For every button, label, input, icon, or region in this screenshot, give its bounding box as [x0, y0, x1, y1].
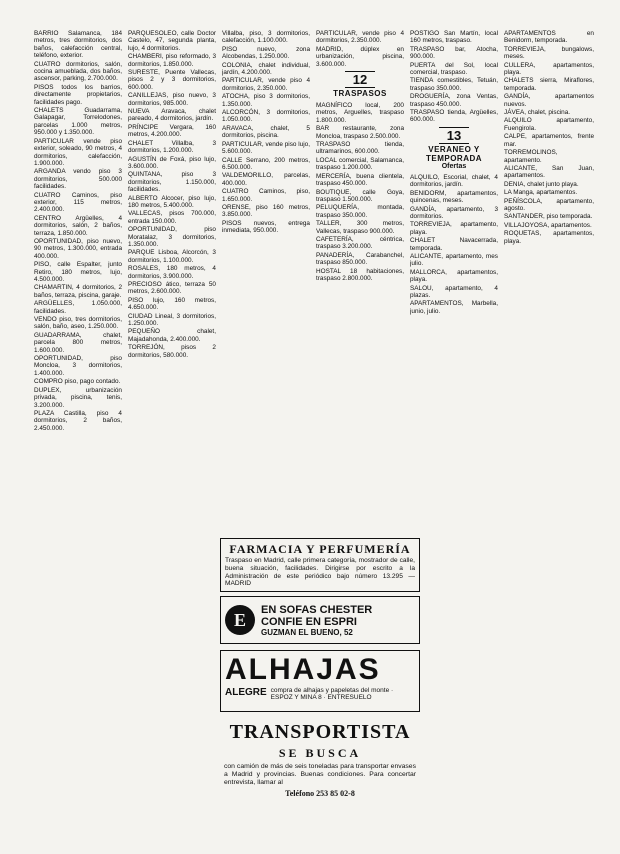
- classified-ad: OPORTUNIDAD, piso nuevo, 90 metros, 1.300.000, entrada 400.000.: [34, 237, 122, 260]
- classified-ad: DENIA, chalet junto playa.: [504, 180, 579, 188]
- classified-ad: PEÑÍSCOLA, apartamento, agosto.: [504, 197, 594, 212]
- classified-ad: MADRID, dúplex en urbanización, piscina, 3.600.000.: [316, 45, 404, 68]
- classified-ad: HOSTAL 18 habitaciones, traspaso 2.800.000.: [316, 267, 404, 282]
- classified-ad: CHALET Villalba, 3 dormitorios, 1.200.000.: [128, 139, 216, 155]
- newspaper-page: [34, 30, 594, 838]
- classified-ad: PANADERÍA, Carabanchel, traspaso 850.000.: [316, 251, 404, 267]
- classified-ad: NUEVA Aravaca, chalet pareado, 4 dormitorios, jardín.: [128, 108, 216, 123]
- classified-ad: APARTAMENTOS, Marbella, junio, julio.: [410, 300, 498, 315]
- column-5: [410, 30, 498, 838]
- classified-ad: VALDEMORILLO, parcelas, 400.000.: [222, 172, 310, 187]
- farmacia-ad: [220, 538, 420, 592]
- classified-ad: CENTRO Argüelles, 4 dormitorios, salón, 2 baños, terraza, 1.850.000.: [34, 214, 122, 237]
- classified-ad: TORREVIEJA, apartamento, playa.: [410, 221, 498, 236]
- transportista-ad: [220, 718, 420, 832]
- classified-ad: MALLORCA, apartamentos, playa.: [410, 268, 498, 284]
- classified-ad: ALQUILO apartamento, Fuengirola.: [504, 117, 594, 132]
- column-2: [128, 30, 216, 838]
- classified-ad: ARGÜELLES, 1.050.000, facilidades.: [34, 300, 122, 315]
- classified-ad: PEQUEÑO chalet, Majadahonda, 2.400.000.: [128, 328, 216, 343]
- section-header-traspasos: [316, 71, 404, 98]
- classified-ad: VALLECAS, pisos 700.000, entrada 150.000.: [128, 210, 216, 225]
- classified-ad: ROQUETAS, apartamentos, playa.: [504, 230, 594, 245]
- classified-ad: BARRIO Salamanca, 184 metros, tres dormitorios, dos baños, calefacción central, teléfono, exterior.: [34, 30, 122, 60]
- column-4: [316, 30, 404, 500]
- alhajas-ad: [220, 650, 420, 712]
- transportista-body: con camión de más de seis toneladas para transportar envases a Madrid y provincias. Buenas condiciones. Para concertar entrevista, llamar al: [224, 763, 416, 786]
- alhajas-text: compra de alhajas y papeletas del monte · ESPOZ Y MINA 8 · ENTRESUELO: [270, 687, 394, 701]
- classified-ad: SANTANDER, piso temporada.: [504, 213, 593, 221]
- classified-ad: ALICANTE, San Juan, apartamentos.: [504, 164, 594, 180]
- classified-ad: CHAMARTIN, 4 dormitorios, 2 baños, terraza, piscina, garaje.: [34, 284, 122, 299]
- classified-ad: CALLE Serrano, 200 metros, 6.500.000.: [222, 156, 310, 171]
- section-title: VERANEO Y TEMPORADA: [425, 144, 483, 163]
- classified-ad: GANDÍA, apartamento, 3 dormitorios.: [410, 205, 498, 220]
- section-number: 12: [345, 71, 375, 88]
- section-header-veraneo: [410, 127, 498, 170]
- classified-ad: SALOU, apartamento, 4 plazas.: [410, 284, 498, 299]
- classified-ad: ALBERTO Alcocer, piso lujo, 180 metros, 5.400.000.: [128, 194, 216, 209]
- classified-ad: ALQUILO, Escorial, chalet, 4 dormitorios, jardín.: [410, 173, 498, 189]
- column-3: [222, 30, 310, 500]
- section-number: 13: [439, 127, 469, 144]
- classified-ad: JÁVEA, chalet, piscina.: [504, 109, 571, 117]
- classified-ad: TIENDA comestibles, Tetuán, traspaso 350.000.: [410, 77, 498, 92]
- classified-ad: PARTICULAR, vende piso lujo, 5.600.000.: [222, 140, 310, 156]
- classified-ad: CIUDAD Lineal, 3 dormitorios, 1.250.000.: [128, 312, 216, 328]
- classified-ad: COLONIA, chalet individual, jardín, 4.200.000.: [222, 61, 310, 77]
- classified-ad: COMPRO piso, pago contado.: [34, 378, 121, 386]
- espri-logo-icon: E: [225, 605, 255, 635]
- classified-ad: BENIDORM, apartamentos, quincenas, meses.: [410, 189, 498, 205]
- classified-ad: LA Manga, apartamentos.: [504, 189, 578, 197]
- classified-ad: PARQUESOLEO, calle Doctor Castelo, 47, segunda planta, lujo, 4 dormitorios.: [128, 30, 216, 52]
- classified-ad: ORENSE, piso 160 metros, 3.850.000.: [222, 203, 310, 219]
- classified-ad: GANDÍA, apartamentos nuevos.: [504, 93, 594, 108]
- classified-ad: PLAZA Castilla, piso 4 dormitorios, 2 baños, 2.450.000.: [34, 409, 122, 432]
- classified-ad: CHALET Navacerrada, temporada.: [410, 237, 498, 252]
- classified-ad: OPORTUNIDAD, piso Moratalaz, 3 dormitorios, 1.350.000.: [128, 226, 216, 248]
- classified-ad: PELUQUERÍA, montada, traspaso 350.000.: [316, 204, 404, 219]
- classified-ad: Villalba, piso, 3 dormitorios, calefacción, 1.100.000.: [222, 30, 310, 45]
- classified-ad: ARGANDA vendo piso 3 dormitorios, 500.000 facilidades.: [34, 168, 122, 191]
- transportista-phone: Teléfono 253 85 02-8: [285, 789, 355, 798]
- classified-ad: ARAVACA, chalet, 5 dormitorios, piscina.: [222, 124, 310, 140]
- classified-ad: BAR restaurante, zona Moncloa, traspaso 2.500.000.: [316, 125, 404, 140]
- classified-ad: PARQUE Lisboa, Alcorcón, 3 dormitorios, 1.100.000.: [128, 249, 216, 264]
- classified-ad: ALICANTE, apartamento, mes julio.: [410, 252, 498, 268]
- classified-ad: CAFETERÍA, céntrica, traspaso 3.200.000.: [316, 235, 404, 251]
- classified-ad: PUERTA del Sol, local comercial, traspaso.: [410, 61, 498, 77]
- classified-ad: CHALETS Guadarrama, Galapagar, Torrelodones, parcelas 1.000 metros, 950.000 y 1.350.000.: [34, 107, 122, 137]
- classified-ad: CALPE, apartamentos, frente mar.: [504, 133, 594, 148]
- classified-ad: VENDO piso, tres dormitorios, salón, baño, aseo, 1.250.000.: [34, 316, 122, 331]
- classified-ad: PISO lujo, 160 metros, 4.650.000.: [128, 296, 216, 312]
- sofas-line-2: CONFIE EN ESPRI: [261, 615, 357, 628]
- classified-ad: PARTICULAR vende piso exterior, soleado, 90 metros, 4 dormitorios, calefacción, 1.900.000.: [34, 137, 122, 167]
- classified-ad: CUATRO dormitorios, salón, cocina amueblada, dos baños, ascensor, parking, 2.700.000.: [34, 60, 122, 83]
- sofas-ad: [220, 596, 420, 644]
- classified-ad: PISOS todos los barrios, directamente propietarios, facilidades pago.: [34, 83, 122, 106]
- classified-ad: ROSALES, 180 metros, 4 dormitorios, 3.900.000.: [128, 265, 216, 280]
- classified-ad: ATOCHA, piso 3 dormitorios, 1.350.000.: [222, 93, 310, 108]
- classified-ad: CHAMBERI, piso reformado, 3 dormitorios, 1.850.000.: [128, 53, 216, 68]
- classified-ad: APARTAMENTOS en Benidorm, temporada.: [504, 30, 594, 45]
- farmacia-headline: FARMACIA Y PERFUMERÍA: [229, 542, 411, 556]
- classified-ad: MAGNÍFICO local, 200 metros, Arguelles, traspaso 1.800.000.: [316, 102, 404, 124]
- classified-ad: PRECIOSO ático, terraza 50 metros, 2.600.000.: [128, 281, 216, 296]
- classified-ad: PISOS nuevos, entrega inmediata, 950.000.: [222, 219, 310, 235]
- classified-ad: LOCAL comercial, Salamanca, traspaso 1.200.000.: [316, 156, 404, 172]
- classified-ad: TORREVIEJA, bungalows, meses.: [504, 45, 594, 61]
- classified-ad: OPORTUNIDAD, piso Moncloa, 3 dormitorios, 1.400.000.: [34, 355, 122, 377]
- classified-ad: TALLER, 300 metros, Vallecas, traspaso 900.000.: [316, 220, 404, 235]
- classified-ad: QUINTANA, piso 3 dormitorios, 1.150.000, facilidades.: [128, 171, 216, 194]
- classified-ad: PISO nuevo, zona Alcobendas, 1.250.000.: [222, 45, 310, 61]
- farmacia-body: Traspaso en Madrid, calle primera categoría, mostrador de calle, buena situación, facilidades. Dirigirse por escrito a la Administración de este periódico bajo número 13.295 — MADRID: [225, 557, 415, 588]
- classified-ad: GUADARRAMA, chalet, parcela 800 metros, 1.600.000.: [34, 331, 122, 354]
- classified-ad: TORREMOLINOS, apartamento.: [504, 149, 558, 164]
- classified-ad: DROGUERÍA, zona Ventas, traspaso 450.000.: [410, 93, 498, 108]
- classified-ad: ALCORCÓN, 3 dormitorios, 1.050.000.: [222, 109, 310, 124]
- classified-ad: POSTIGO San Martín, local 160 metros, traspaso.: [410, 30, 498, 45]
- transportista-headline: TRANSPORTISTA: [229, 721, 411, 743]
- classified-ad: BOUTIQUE, calle Goya, traspaso 1.500.000.: [316, 188, 404, 203]
- column-6: [504, 30, 594, 838]
- classified-ad: DUPLEX, urbanización privada, piscina, tenis, 3.200.000.: [34, 386, 122, 409]
- column-1: [34, 30, 122, 838]
- classified-ad: CANILLEJAS, piso nuevo, 3 dormitorios, 985.000.: [128, 92, 216, 107]
- classified-ad: AGUSTÍN de Foxá, piso lujo, 3.600.000.: [128, 155, 216, 170]
- classified-ad: TRASPASO tienda, ultramarinos, 600.000.: [316, 141, 404, 156]
- transportista-subhead: SE BUSCA: [278, 746, 362, 760]
- classified-ad: TRASPASO tienda, Argüelles, 600.000.: [410, 109, 498, 124]
- alhajas-footer: [225, 687, 415, 701]
- alhajas-brand: ALEGRE: [225, 687, 267, 698]
- classified-ad: PISO, calle Espalter, junto Retiro, 180 metros, lujo, 4.500.000.: [34, 261, 122, 283]
- classified-ad: TRASPASO bar, Atocha, 900.000.: [410, 45, 498, 61]
- classified-ad: PARTICULAR, vende piso 4 dormitorios, 2.350.000.: [316, 30, 404, 45]
- sofas-address: GUZMAN EL BUENO, 52: [261, 627, 353, 637]
- classified-ad: CULLERA, apartamentos, playa.: [504, 61, 594, 77]
- classified-ad: CUATRO Caminos, piso, 1.650.000.: [222, 188, 310, 203]
- classified-ad: PARTICULAR, vende piso 4 dormitorios, 2.350.000.: [222, 77, 310, 92]
- classified-ad: VILLAJOYOSA, apartamentos.: [504, 221, 592, 229]
- classified-ad: MERCERÍA, buena clientela, traspaso 450.000.: [316, 172, 404, 188]
- sofas-line-1: EN SOFAS CHESTER: [261, 603, 373, 616]
- classified-ad: CUATRO Caminos, piso exterior, 115 metros, 2.400.000.: [34, 191, 122, 214]
- classified-ad: PRÍNCIPE Vergara, 160 metros, 4.200.000.: [128, 123, 216, 139]
- alhajas-headline: ALHAJAS: [225, 653, 381, 686]
- section-subtitle: Ofertas: [441, 162, 467, 170]
- classified-ad: TORREJÓN, pisos 2 dormitorios, 580.000.: [128, 344, 216, 359]
- classified-ad: CHALETS sierra, Miraflores, temporada.: [504, 77, 594, 92]
- classified-ad: SURESTE, Puente Vallecas, pisos 2 y 3 dormitorios, 600.000.: [128, 69, 216, 91]
- section-title: TRASPASOS: [333, 89, 387, 99]
